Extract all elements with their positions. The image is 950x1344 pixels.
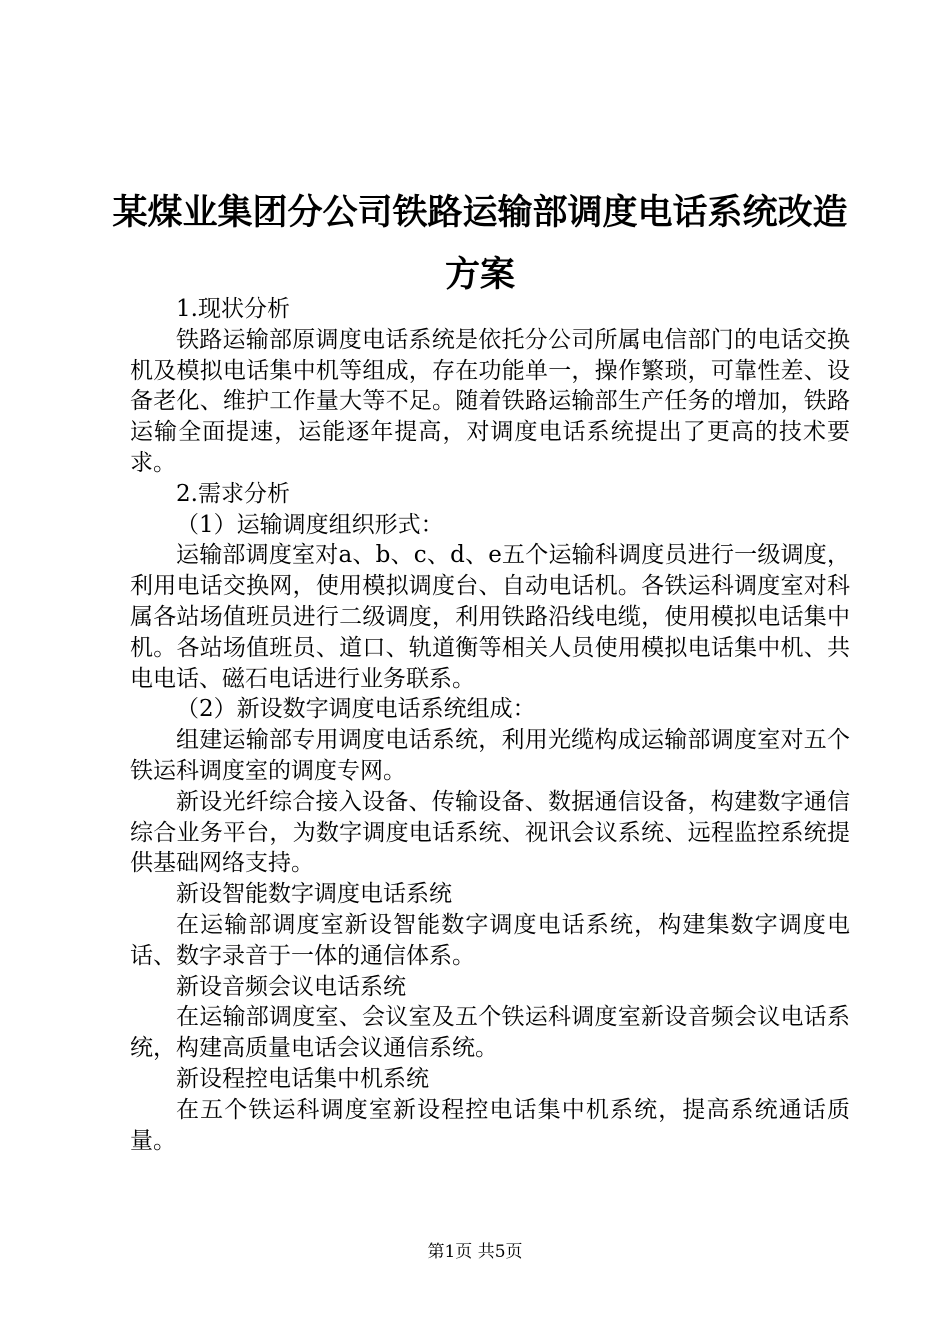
paragraph-fiber-access: 新设光纤综合接入设备、传输设备、数据通信设备，构建数字通信综合业务平台，为数字调度电话系统、视讯会议系统、远程监控系统提供基础网络支持。 <box>130 788 850 877</box>
paragraph-program-control: 在五个铁运科调度室新设程控电话集中机系统，提高系统通话质量。 <box>130 1096 850 1154</box>
paragraph-audio-conference: 在运输部调度室、会议室及五个铁运科调度室新设音频会议电话系统，构建高质量电话会议通信系统。 <box>130 1004 850 1062</box>
paragraph-status: 铁路运输部原调度电话系统是依托分公司所属电信部门的电话交换机及模拟电话集中机等组成，存在功能单一，操作繁琐，可靠性差、设备老化、维护工作量大等不足。随着铁路运输部生产任务的增加，铁路运输全面提速，运能逐年提高，对调度电话系统提出了更高的技术要求。 <box>130 326 850 476</box>
document-body <box>130 294 850 1156</box>
subheading-new-system: （2）新设数字调度电话系统组成： <box>176 696 536 723</box>
item-heading-program-control: 新设程控电话集中机系统 <box>176 1065 429 1092</box>
paragraph-smart-dispatch: 在运输部调度室新设智能数字调度电话系统，构建集数字调度电话、数字录音于一体的通信体系。 <box>130 911 850 969</box>
paragraph-dispatch-organization: 运输部调度室对a、b、c、d、e五个运输科调度员进行一级调度，利用电话交换网，使用模拟调度台、自动电话机。各铁运科调度室对科属各站场值班员进行二级调度，利用铁路沿线电缆，使用模拟电话集中机。各站场值班员、道口、轨道衡等相关人员使用模拟电话集中机、共电电话、磁石电话进行业务联系。 <box>130 542 850 692</box>
section-heading-requirements: 2.需求分析 <box>176 480 290 507</box>
item-heading-audio-conference: 新设音频会议电话系统 <box>176 973 406 1000</box>
paragraph-dedicated-network: 组建运输部专用调度电话系统，利用光缆构成运输部调度室对五个铁运科调度室的调度专网。 <box>130 727 850 784</box>
page-number-footer: 第1页 共5页 <box>427 1242 523 1262</box>
section-heading-status: 1.现状分析 <box>176 296 290 322</box>
document-title: 某煤业集团分公司铁路运输部调度电话系统改造方案 <box>112 193 848 295</box>
subheading-dispatch-organization: （1）运输调度组织形式： <box>176 511 444 538</box>
item-heading-smart-dispatch: 新设智能数字调度电话系统 <box>176 881 452 908</box>
